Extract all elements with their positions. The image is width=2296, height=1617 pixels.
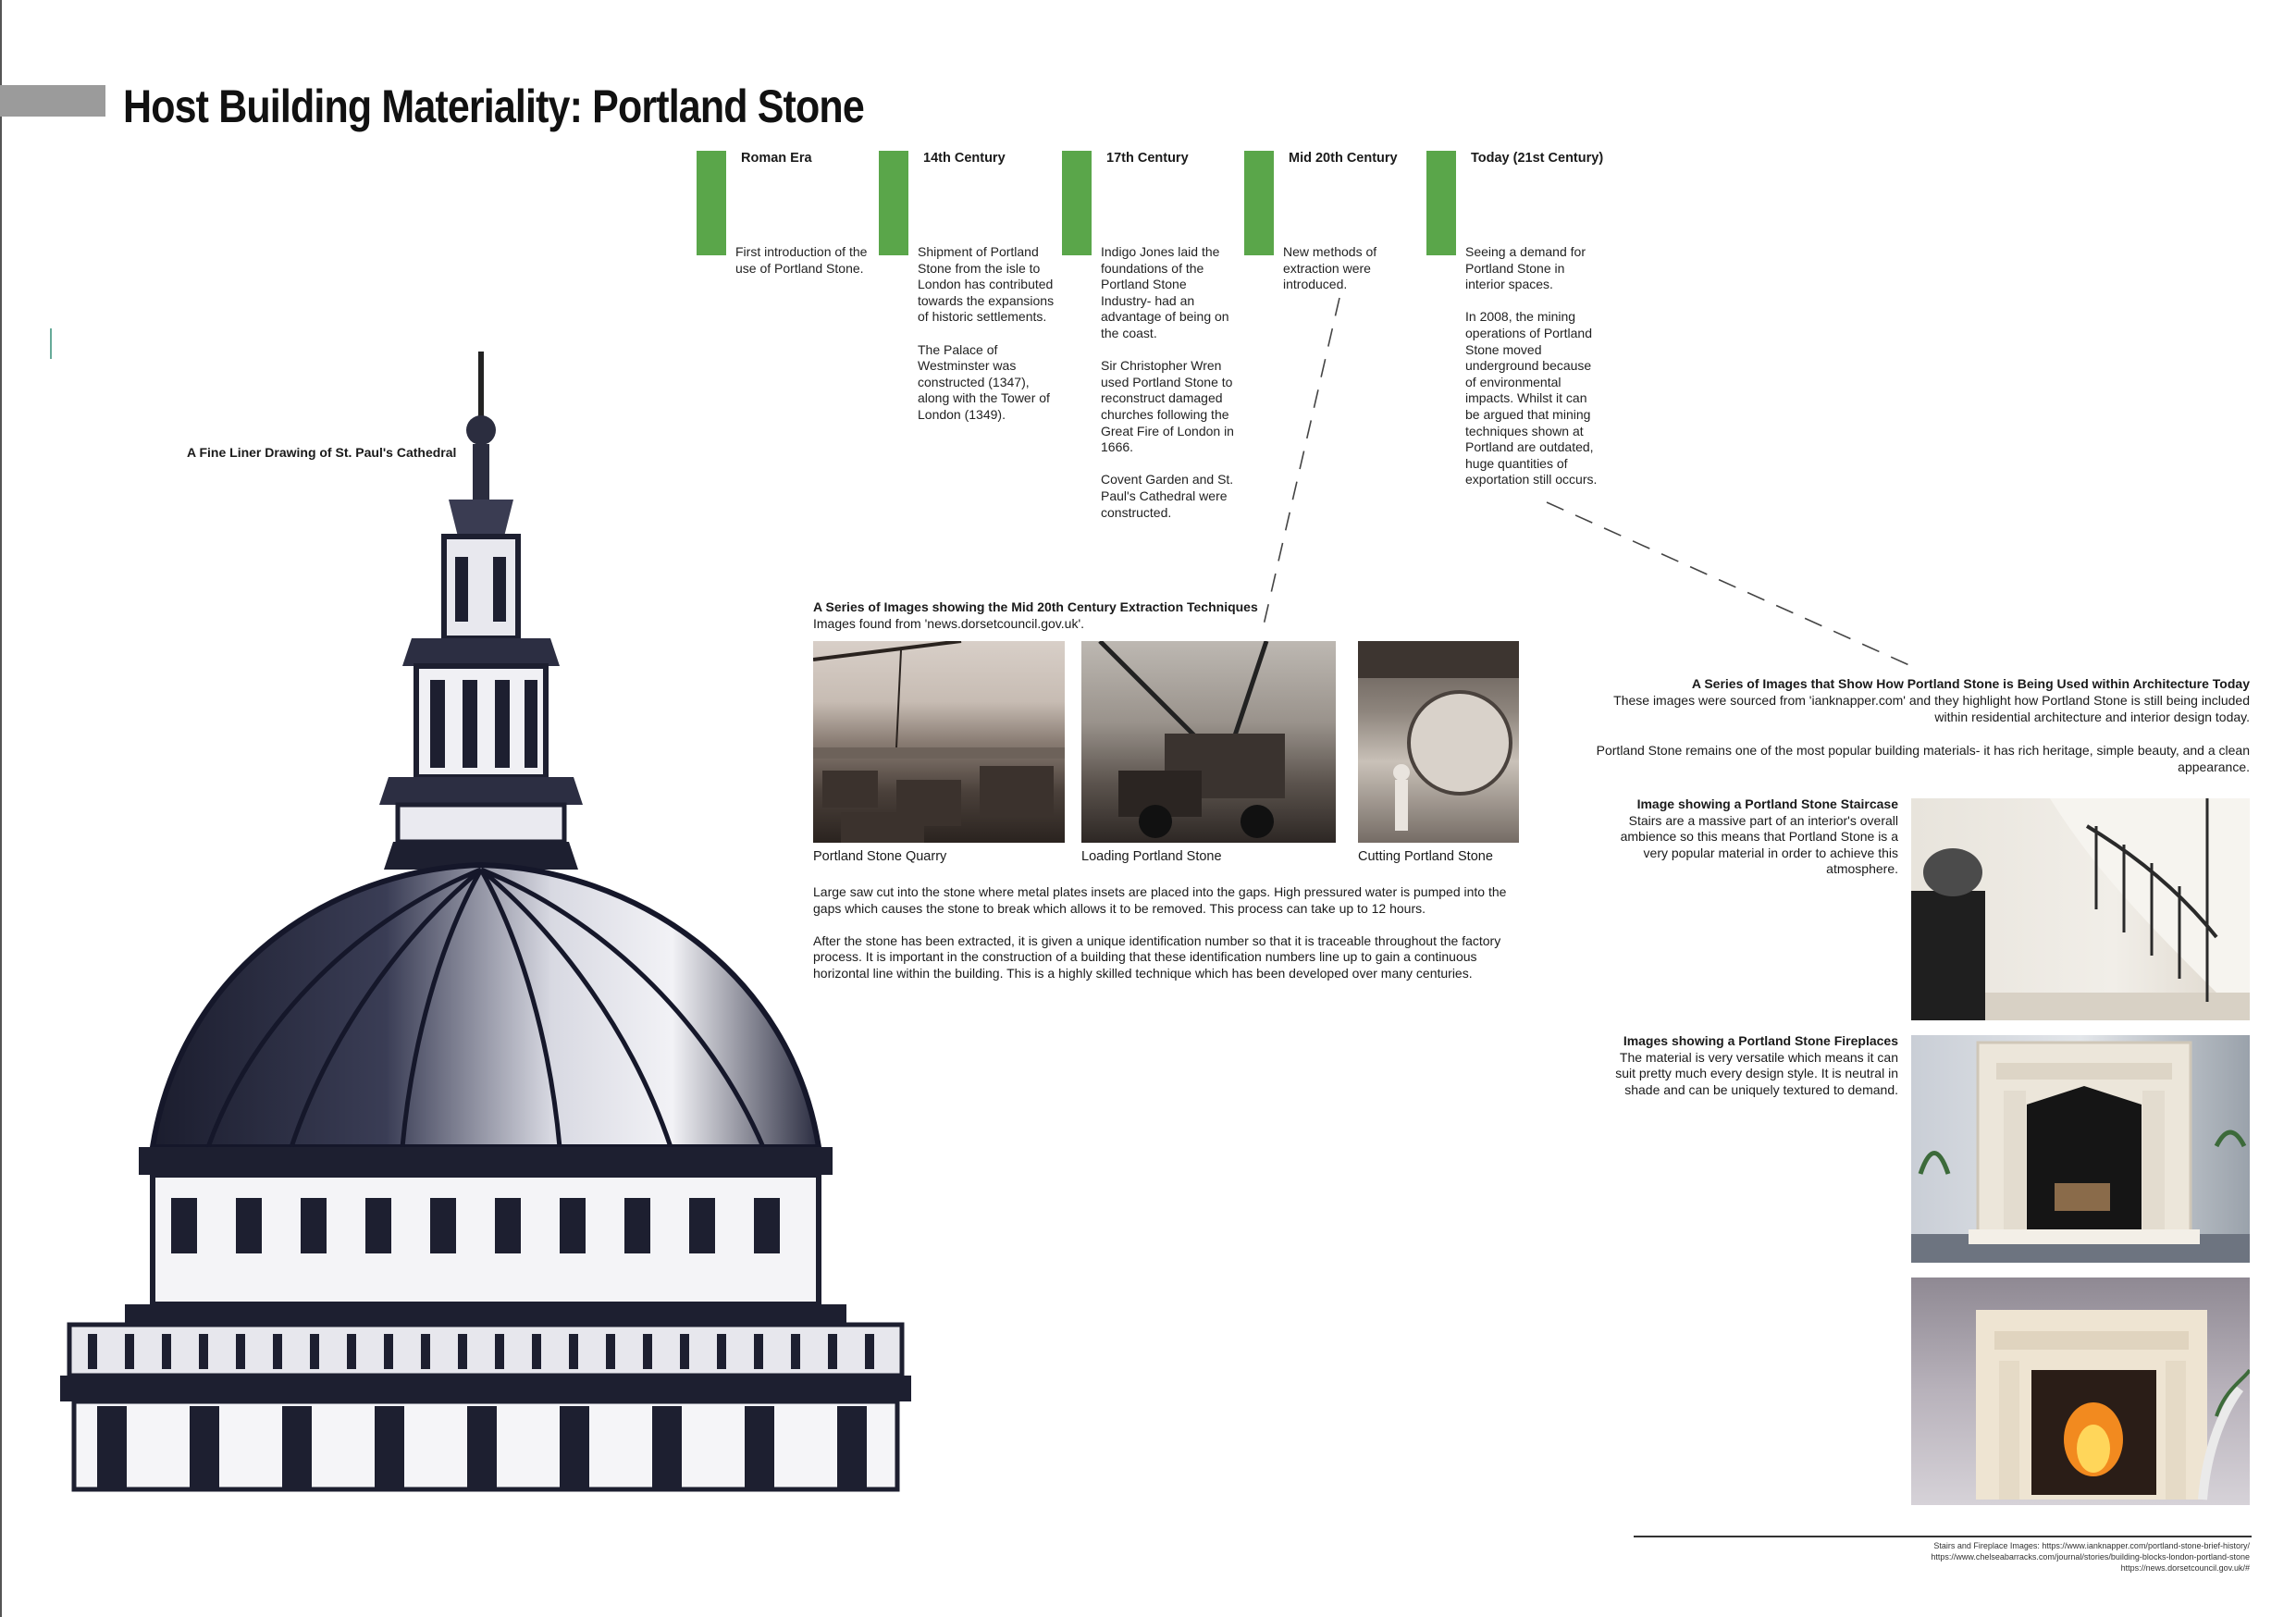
timeline-marker: [1062, 151, 1092, 255]
timeline-marker: [1426, 151, 1456, 255]
timeline-text: [1283, 244, 1408, 309]
timeline-paragraph: Seeing a demand for Portland Stone in interior spaces.: [1465, 244, 1586, 292]
timeline-paragraph: First introduction of the use of Portland Stone.: [735, 244, 868, 276]
loading-photo-detail: [1081, 641, 1336, 843]
timeline-heading: 14th Century: [923, 151, 1006, 166]
timeline-marker: [879, 151, 908, 255]
timeline-paragraph: Sir Christopher Wren used Portland Stone to reconstruct damaged churches following the Great Fire of London in 1666.: [1101, 358, 1234, 455]
st-pauls-dome-drawing: [51, 342, 920, 1499]
cutting-photo-detail: [1358, 641, 1519, 843]
page-title: Host Building Materiality: Portland Stone: [123, 80, 864, 132]
timeline-heading: 17th Century: [1106, 151, 1189, 166]
fireplace-photo-2-detail: [1911, 1278, 2250, 1505]
photo-label-quarry: Portland Stone Quarry: [813, 849, 947, 864]
staircase-caption: [1611, 796, 1898, 878]
today-heading: A Series of Images that Show How Portland Stone is Being Used within Architecture Today: [1691, 676, 2250, 691]
staircase-text: Stairs are a massive part of an interior's overall ambience so this means that Portland Stone is a very popular material in order to achieve this atmosphere.: [1620, 812, 1898, 877]
timeline-heading: Roman Era: [741, 151, 812, 166]
extraction-paragraph: After the stone has been extracted, it is given a unique identification number so that it is traceable throughout the factory process. It is important in the construction of a building that these identification numbers line up to gain a continuous horizontal line within the building. This is a highly skilled technique which has been developed over many centuries.: [813, 932, 1501, 981]
timeline-paragraph: In 2008, the mining operations of Portland Stone moved underground because of environmental impacts. Whilst it can be argued that mining techniques shown at Portland are outdated, huge quantities of exportation still occurs.: [1465, 309, 1598, 488]
reference-line: https://www.chelseabarracks.com/journal/stories/building-blocks-london-portland-stone: [1931, 1552, 2250, 1561]
photo-label-cutting: Cutting Portland Stone: [1358, 849, 1493, 864]
timeline-paragraph: New methods of extraction were introduced.: [1283, 244, 1377, 292]
loading-photo: [1081, 641, 1336, 843]
reference-line: Stairs and Fireplace Images: https://www.ianknapper.com/portland-stone-brief-history/: [1933, 1541, 2250, 1550]
staircase-heading: Image showing a Portland Stone Staircase: [1636, 796, 1898, 811]
extraction-description: [813, 884, 1525, 998]
timeline-heading: Today (21st Century): [1471, 151, 1604, 166]
references: [1931, 1540, 2250, 1574]
timeline-paragraph: Indigo Jones laid the foundations of the Portland Stone Industry- had an advantage of being on the coast.: [1101, 244, 1229, 340]
reference-line: https://news.dorsetcouncil.gov.uk/#: [2120, 1563, 2250, 1573]
quarry-photo: [813, 641, 1065, 843]
timeline-paragraph: Shipment of Portland Stone from the isle to London has contributed towards the expansions of historic settlements.: [918, 244, 1055, 325]
timeline-text: [1465, 244, 1604, 505]
fireplace-photo-1: [1911, 1035, 2250, 1263]
timeline-heading: Mid 20th Century: [1289, 151, 1398, 166]
title-accent-bar: [0, 85, 105, 117]
extraction-subheading: Images found from 'news.dorsetcouncil.gov.uk'.: [813, 616, 1085, 631]
staircase-photo: [1911, 798, 2250, 1020]
fireplace-caption: [1611, 1033, 1898, 1098]
fireplace-photo-2: [1911, 1278, 2250, 1505]
today-intro-block: [1584, 675, 2250, 792]
cutting-photo: [1358, 641, 1519, 843]
fireplace-text: The material is very versatile which means it can suit pretty much every design style. It is neutral in shade and can be uniquely textured to demand.: [1615, 1049, 1898, 1097]
timeline-paragraph: The Palace of Westminster was constructed (1347), along with the Tower of London (1349).: [918, 341, 1050, 422]
today-summary: Portland Stone remains one of the most popular building materials- it has rich heritage, simple beauty, and a clean appearance.: [1596, 743, 2250, 774]
photo-label-loading: Loading Portland Stone: [1081, 849, 1222, 864]
timeline-marker: [1244, 151, 1274, 255]
timeline-text: [1101, 244, 1240, 537]
fireplace-photo-1-detail: [1911, 1035, 2250, 1263]
extraction-heading: A Series of Images showing the Mid 20th Century Extraction Techniques: [813, 599, 1258, 614]
references-divider: [1634, 1536, 2252, 1537]
extraction-paragraph: Large saw cut into the stone where metal plates insets are placed into the gaps. High pressured water is pumped into the gaps which causes the stone to break which allows it to be removed. This process can take up to 12 hours.: [813, 884, 1507, 916]
dome-drawing-caption: A Fine Liner Drawing of St. Paul's Cathedral: [187, 445, 457, 460]
quarry-photo-detail: [813, 641, 1065, 843]
today-intro: These images were sourced from 'ianknapper.com' and they highlight how Portland Stone is still being included within residential architecture and interior design today.: [1613, 693, 2250, 724]
fireplace-heading: Images showing a Portland Stone Fireplaces: [1623, 1033, 1898, 1048]
page-border: [0, 0, 2, 1617]
staircase-photo-detail: [1911, 798, 2250, 1020]
timeline-paragraph: Covent Garden and St. Paul's Cathedral were constructed.: [1101, 472, 1234, 520]
extraction-heading-block: [813, 599, 1258, 632]
timeline-text: [735, 244, 874, 293]
timeline-marker: [697, 151, 726, 255]
timeline-text: [918, 244, 1056, 439]
